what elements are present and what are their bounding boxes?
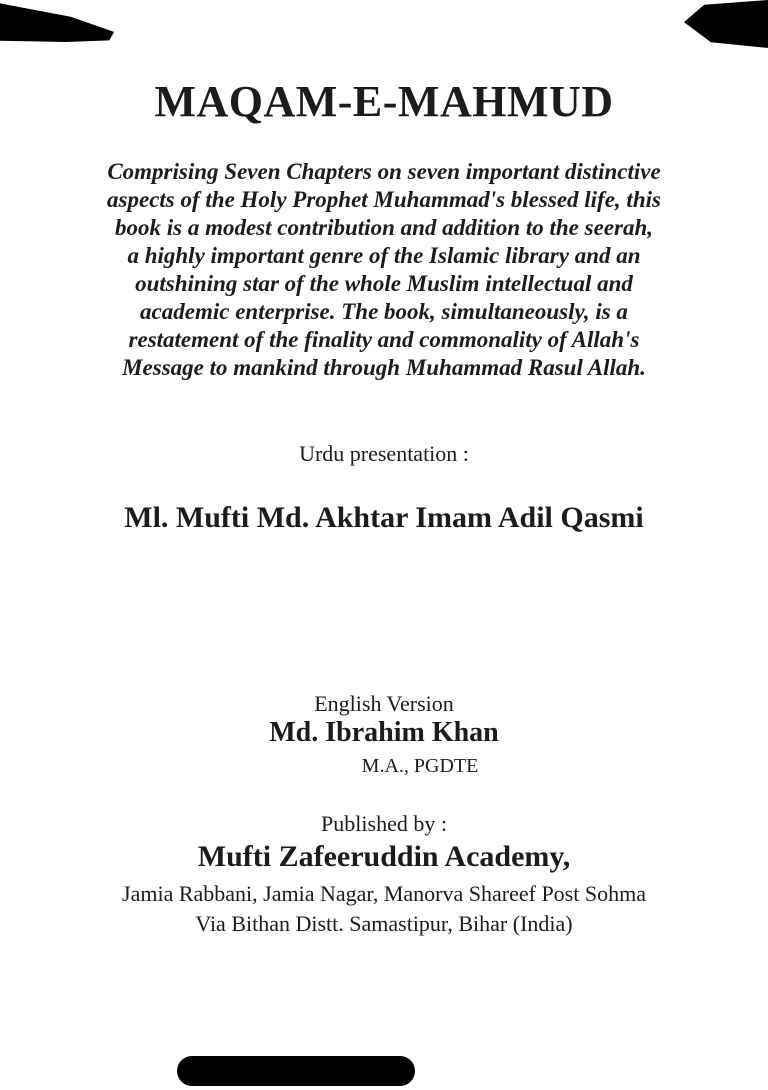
description-line: book is a modest contribution and addition to the seerah, bbox=[114, 215, 654, 240]
publisher-address-line-1: Jamia Rabbani, Jamia Nagar, Manorva Shareef Post Sohma bbox=[122, 881, 646, 906]
description-line: Comprising Seven Chapters on seven important distinctive bbox=[107, 159, 661, 184]
description-line: restatement of the finality and commonality of Allah's bbox=[128, 327, 640, 352]
urdu-presenter-name: Ml. Mufti Md. Akhtar Imam Adil Qasmi bbox=[124, 501, 644, 534]
description-line: Message to mankind through Muhammad Rasul Allah. bbox=[122, 355, 646, 380]
published-by-label: Published by : bbox=[321, 811, 447, 836]
publisher-address-line-2: Via Bithan Distt. Samastipur, Bihar (India) bbox=[195, 911, 573, 936]
urdu-presentation-label: Urdu presentation : bbox=[299, 441, 469, 466]
translator-name: Md. Ibrahim Khan bbox=[269, 717, 499, 748]
description-line: a highly important genre of the Islamic library and an bbox=[127, 243, 641, 268]
description-line: academic enterprise. The book, simultaneously, is a bbox=[140, 299, 628, 324]
publisher-name: Mufti Zafeeruddin Academy, bbox=[197, 840, 571, 873]
description-line: outshining star of the whole Muslim intellectual and bbox=[135, 271, 633, 296]
scan-mark-bottom-bar bbox=[177, 1056, 415, 1086]
book-description bbox=[0, 158, 768, 382]
scan-mark-top-left bbox=[0, 0, 114, 42]
description-line: aspects of the Holy Prophet Muhammad's blessed life, this bbox=[107, 187, 661, 212]
english-version-label: English Version bbox=[314, 691, 454, 716]
book-title: MAQAM-E-MAHMUD bbox=[154, 77, 614, 126]
scan-mark-top-right bbox=[684, 0, 768, 48]
translator-qualifications: M.A., PGDTE bbox=[361, 755, 479, 777]
